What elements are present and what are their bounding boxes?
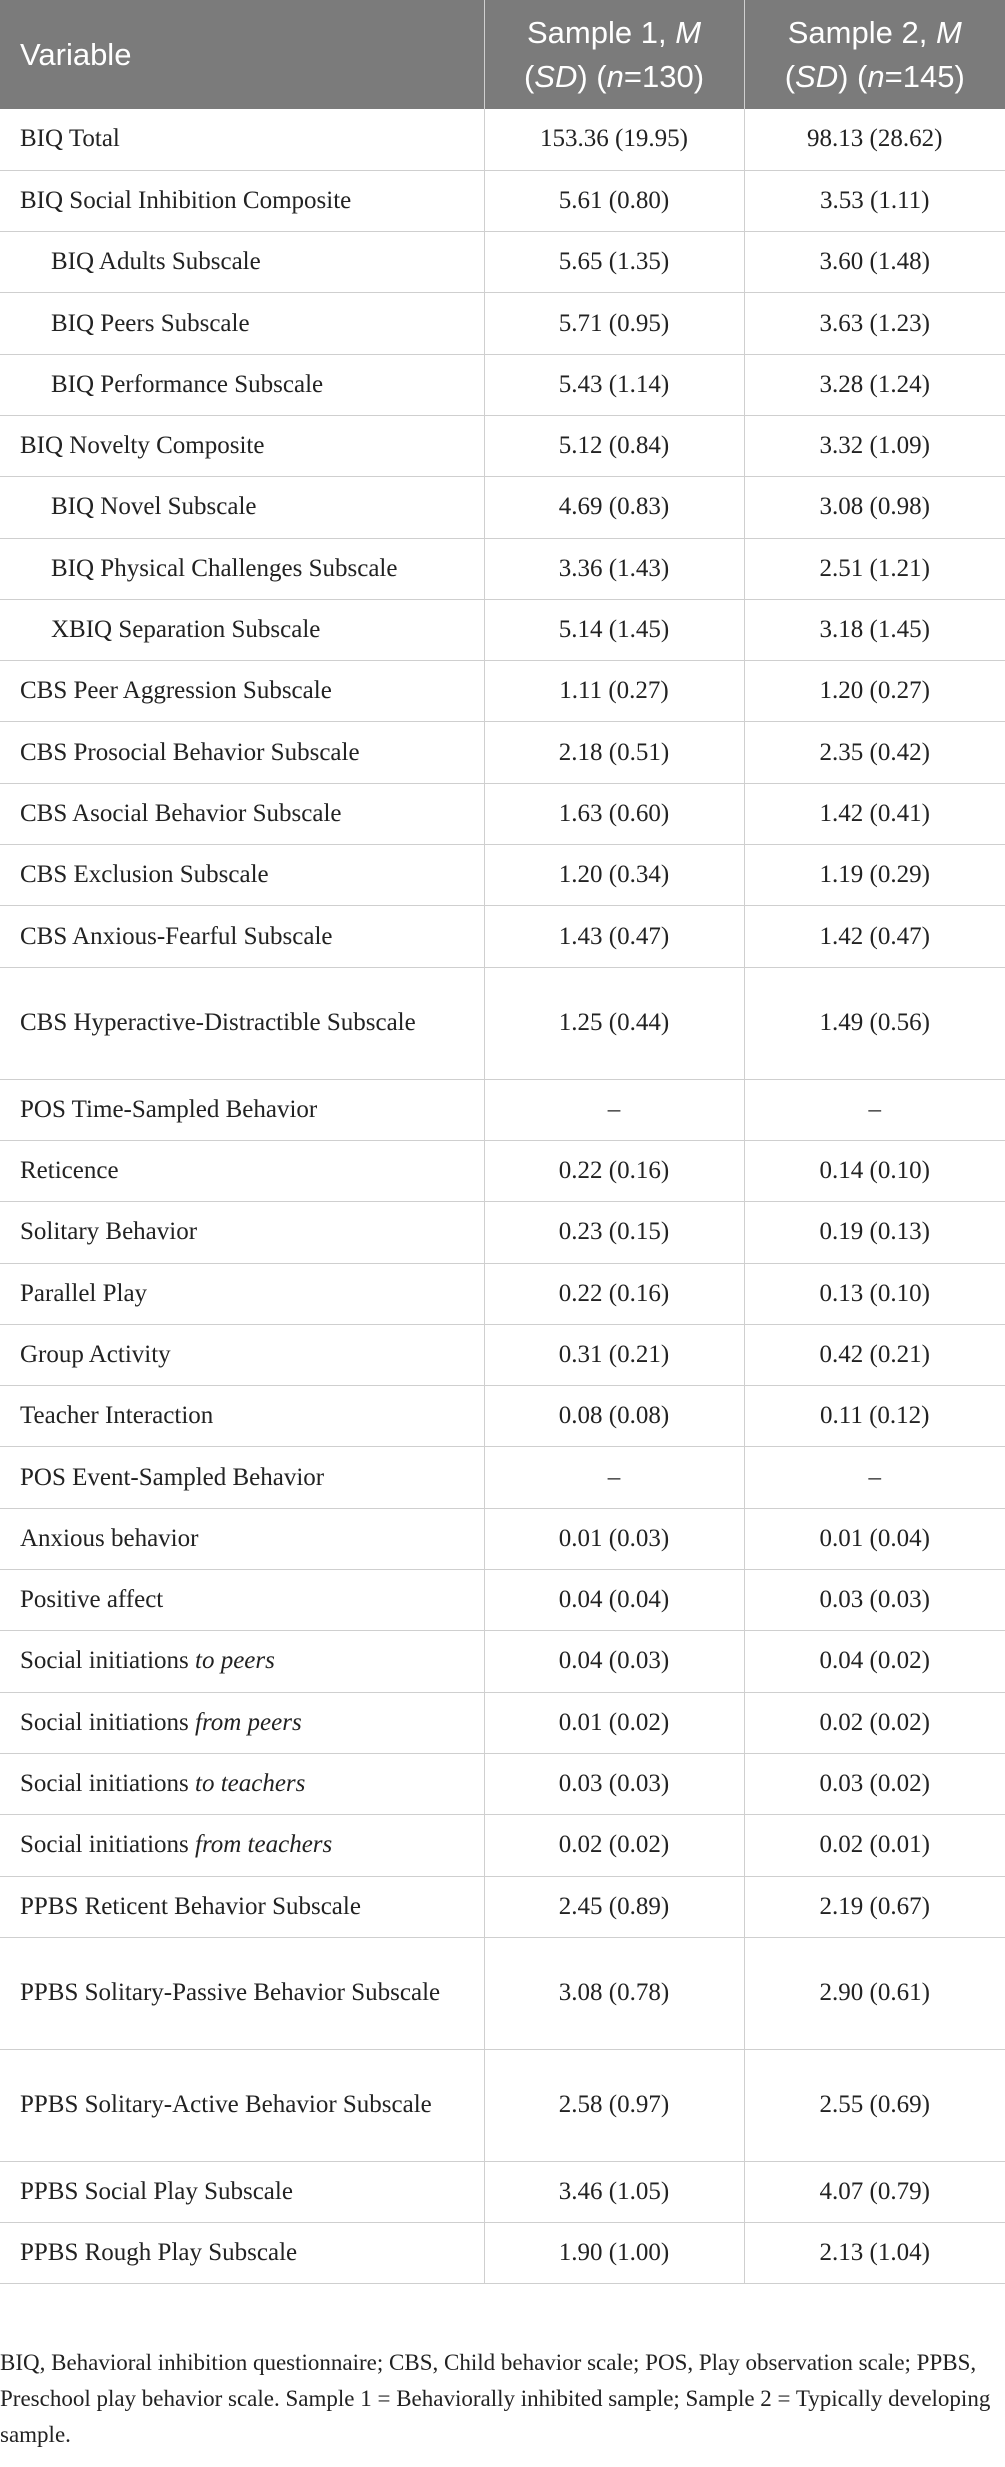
sample-2-value: 98.13 (28.62)	[744, 109, 1005, 170]
table-header-row	[0, 0, 1005, 109]
sample-2-value: 0.13 (0.10)	[744, 1263, 1005, 1324]
row-variable-label	[0, 1753, 484, 1814]
row-label-text: Positive affect	[20, 1586, 164, 1614]
table-row	[0, 783, 1005, 844]
sample-2-value: 3.08 (0.98)	[744, 477, 1005, 538]
sample-2-value: 2.90 (0.61)	[744, 1937, 1005, 2049]
sample-2-value: 2.35 (0.42)	[744, 722, 1005, 783]
sample-1-value: 0.01 (0.03)	[484, 1508, 744, 1569]
table-row	[0, 845, 1005, 906]
table-row	[0, 1570, 1005, 1631]
row-variable-label	[0, 599, 484, 660]
sample-1-value: 0.22 (0.16)	[484, 1140, 744, 1201]
table-row	[0, 354, 1005, 415]
sample-2-value: 0.14 (0.10)	[744, 1140, 1005, 1201]
header-sample-1	[484, 0, 744, 109]
table-row	[0, 2049, 1005, 2161]
row-variable-label	[0, 1263, 484, 1324]
sample-1-value: 0.01 (0.02)	[484, 1692, 744, 1753]
sample-1-value: 0.03 (0.03)	[484, 1753, 744, 1814]
row-variable-label	[0, 845, 484, 906]
row-label-text: Social initiations	[20, 1708, 195, 1736]
header-sample-2	[744, 0, 1005, 109]
sample-2-value: 0.11 (0.12)	[744, 1386, 1005, 1447]
header-sample-1-sd-close: ) (	[577, 58, 607, 94]
sample-1-value: 5.65 (1.35)	[484, 232, 744, 293]
table-row	[0, 1937, 1005, 2049]
row-variable-label	[0, 232, 484, 293]
table-row	[0, 1631, 1005, 1692]
header-sample-2-sd: SD	[795, 58, 839, 94]
row-label-text: PPBS Reticent Behavior Subscale	[20, 1892, 361, 1920]
row-variable-label	[0, 1692, 484, 1753]
row-label-text: POS Event-Sampled Behavior	[20, 1463, 325, 1491]
header-sample-1-text: Sample 1,	[526, 14, 676, 50]
table-footnote: BIQ, Behavioral inhibition questionnaire; CBS, Child behavior scale; POS, Play observation scale; PPBS, Preschool play behavior scale. Sample 1 = Behaviorally inhibited sample; Sample 2 = Typically developing sample.	[0, 2350, 991, 2447]
row-label-text: BIQ Peers Subscale	[51, 309, 250, 337]
header-sample-2-text: Sample 2,	[787, 14, 936, 50]
row-label-emphasis: to peers	[195, 1647, 275, 1675]
table-row	[0, 477, 1005, 538]
row-label-text: Group Activity	[20, 1340, 171, 1368]
row-label-text: BIQ Total	[20, 125, 120, 153]
row-variable-label	[0, 1079, 484, 1140]
row-label-text: BIQ Performance Subscale	[51, 370, 324, 398]
header-variable: Variable	[0, 0, 484, 109]
sample-2-value: –	[744, 1079, 1005, 1140]
table-row	[0, 2223, 1005, 2284]
table-row	[0, 170, 1005, 231]
row-label-text: BIQ Adults Subscale	[51, 248, 261, 276]
sample-2-value: 0.19 (0.13)	[744, 1202, 1005, 1263]
row-label-text: BIQ Novel Subscale	[51, 493, 257, 521]
row-variable-label	[0, 1876, 484, 1937]
table-row	[0, 293, 1005, 354]
sample-1-value: 0.31 (0.21)	[484, 1324, 744, 1385]
sample-1-value: 5.43 (1.14)	[484, 354, 744, 415]
row-label-text: PPBS Social Play Subscale	[20, 2177, 293, 2205]
sample-1-value: 1.43 (0.47)	[484, 906, 744, 967]
row-label-emphasis: from teachers	[195, 1831, 333, 1859]
row-variable-label	[0, 1508, 484, 1569]
row-variable-label	[0, 415, 484, 476]
row-variable-label	[0, 967, 484, 1079]
row-label-text: CBS Hyperactive-Distractible Subscale	[20, 1009, 416, 1037]
row-label-text: PPBS Solitary-Passive Behavior Subscale	[20, 1979, 441, 2007]
sample-2-value: 0.04 (0.02)	[744, 1631, 1005, 1692]
row-variable-label	[0, 2049, 484, 2161]
sample-2-value: 0.02 (0.02)	[744, 1692, 1005, 1753]
sample-2-value: 0.01 (0.04)	[744, 1508, 1005, 1569]
sample-1-value: 0.08 (0.08)	[484, 1386, 744, 1447]
row-variable-label	[0, 1447, 484, 1508]
table-row	[0, 1753, 1005, 1814]
sample-1-value: 2.45 (0.89)	[484, 1876, 744, 1937]
sample-2-value: 3.63 (1.23)	[744, 293, 1005, 354]
table-row	[0, 1447, 1005, 1508]
table-row	[0, 538, 1005, 599]
header-sample-2-n-value: =145)	[884, 58, 965, 94]
table-row	[0, 1692, 1005, 1753]
row-label-text: Solitary Behavior	[20, 1218, 198, 1246]
row-variable-label	[0, 1570, 484, 1631]
sample-1-value: 5.14 (1.45)	[484, 599, 744, 660]
row-variable-label	[0, 1324, 484, 1385]
table-row	[0, 722, 1005, 783]
sample-1-value: 1.20 (0.34)	[484, 845, 744, 906]
sample-2-value: 3.60 (1.48)	[744, 232, 1005, 293]
row-label-text: BIQ Physical Challenges Subscale	[51, 554, 398, 582]
row-label-text: Social initiations	[20, 1770, 195, 1798]
sample-1-value: 3.46 (1.05)	[484, 2161, 744, 2222]
row-variable-label	[0, 354, 484, 415]
sample-1-value: 0.04 (0.03)	[484, 1631, 744, 1692]
table-row	[0, 1386, 1005, 1447]
row-variable-label	[0, 1631, 484, 1692]
table-row	[0, 1202, 1005, 1263]
sample-2-value: 0.03 (0.03)	[744, 1570, 1005, 1631]
sample-1-value: 1.90 (1.00)	[484, 2223, 744, 2284]
sample-2-value: 1.42 (0.41)	[744, 783, 1005, 844]
table-row	[0, 1508, 1005, 1569]
header-sample-2-sd-close: ) (	[838, 58, 868, 94]
row-variable-label	[0, 906, 484, 967]
sample-1-value: –	[484, 1447, 744, 1508]
sample-2-value: 4.07 (0.79)	[744, 2161, 1005, 2222]
row-label-text: CBS Anxious-Fearful Subscale	[20, 922, 333, 950]
row-label-text: BIQ Social Inhibition Composite	[20, 186, 352, 214]
sample-2-value: 1.42 (0.47)	[744, 906, 1005, 967]
table-row	[0, 1263, 1005, 1324]
table-body	[0, 109, 1005, 2284]
row-variable-label	[0, 109, 484, 170]
sample-1-value: 1.63 (0.60)	[484, 783, 744, 844]
row-label-text: POS Time-Sampled Behavior	[20, 1095, 318, 1123]
table-row	[0, 599, 1005, 660]
sample-2-value: 3.18 (1.45)	[744, 599, 1005, 660]
sample-2-value: –	[744, 1447, 1005, 1508]
sample-1-value: 1.11 (0.27)	[484, 661, 744, 722]
sample-1-value: 0.02 (0.02)	[484, 1815, 744, 1876]
table-row	[0, 967, 1005, 1079]
header-sample-1-n: n	[606, 58, 624, 94]
sample-1-value: 3.36 (1.43)	[484, 538, 744, 599]
sample-1-value: 0.04 (0.04)	[484, 1570, 744, 1631]
row-label-text: PPBS Solitary-Active Behavior Subscale	[20, 2091, 432, 2119]
row-variable-label	[0, 170, 484, 231]
sample-1-value: 1.25 (0.44)	[484, 967, 744, 1079]
table-row	[0, 109, 1005, 170]
table-row	[0, 2161, 1005, 2222]
sample-2-value: 2.13 (1.04)	[744, 2223, 1005, 2284]
sample-1-value: –	[484, 1079, 744, 1140]
header-sample-2-sd-open: (	[784, 58, 796, 94]
sample-1-value: 0.22 (0.16)	[484, 1263, 744, 1324]
sample-2-value: 1.20 (0.27)	[744, 661, 1005, 722]
row-variable-label	[0, 1202, 484, 1263]
row-variable-label	[0, 661, 484, 722]
table-row	[0, 661, 1005, 722]
sample-2-value: 1.19 (0.29)	[744, 845, 1005, 906]
sample-1-value: 5.71 (0.95)	[484, 293, 744, 354]
row-variable-label	[0, 722, 484, 783]
sample-2-value: 0.42 (0.21)	[744, 1324, 1005, 1385]
row-label-text: CBS Exclusion Subscale	[20, 861, 269, 889]
sample-2-value: 0.02 (0.01)	[744, 1815, 1005, 1876]
row-variable-label	[0, 783, 484, 844]
row-variable-label	[0, 1815, 484, 1876]
row-variable-label	[0, 293, 484, 354]
table-row	[0, 906, 1005, 967]
row-label-text: Parallel Play	[20, 1279, 148, 1307]
row-label-text: Social initiations	[20, 1647, 195, 1675]
row-variable-label	[0, 477, 484, 538]
header-sample-1-sd: SD	[534, 58, 578, 94]
table-row	[0, 1324, 1005, 1385]
row-label-emphasis: to teachers	[195, 1770, 306, 1798]
header-sample-1-sd-open: (	[523, 58, 535, 94]
sample-2-value: 3.53 (1.11)	[744, 170, 1005, 231]
row-label-emphasis: from peers	[195, 1708, 302, 1736]
sample-2-value: 3.32 (1.09)	[744, 415, 1005, 476]
sample-2-value: 2.19 (0.67)	[744, 1876, 1005, 1937]
sample-1-value: 153.36 (19.95)	[484, 109, 744, 170]
sample-2-value: 3.28 (1.24)	[744, 354, 1005, 415]
sample-2-value: 1.49 (0.56)	[744, 967, 1005, 1079]
row-variable-label	[0, 2161, 484, 2222]
sample-1-value: 5.12 (0.84)	[484, 415, 744, 476]
sample-1-value: 2.18 (0.51)	[484, 722, 744, 783]
row-label-text: CBS Asocial Behavior Subscale	[20, 799, 342, 827]
row-variable-label	[0, 1386, 484, 1447]
row-variable-label	[0, 1937, 484, 2049]
row-label-text: XBIQ Separation Subscale	[51, 616, 321, 644]
row-label-text: Reticence	[20, 1157, 119, 1185]
row-label-text: PPBS Rough Play Subscale	[20, 2239, 298, 2267]
header-sample-2-n: n	[867, 58, 885, 94]
row-variable-label	[0, 1140, 484, 1201]
sample-1-value: 3.08 (0.78)	[484, 1937, 744, 2049]
sample-1-value: 0.23 (0.15)	[484, 1202, 744, 1263]
sample-1-value: 2.58 (0.97)	[484, 2049, 744, 2161]
sample-1-value: 5.61 (0.80)	[484, 170, 744, 231]
table-row	[0, 1140, 1005, 1201]
header-sample-1-m: M	[675, 14, 702, 50]
sample-1-value: 4.69 (0.83)	[484, 477, 744, 538]
sample-2-value: 0.03 (0.02)	[744, 1753, 1005, 1814]
table-row	[0, 1876, 1005, 1937]
row-label-text: BIQ Novelty Composite	[20, 432, 265, 460]
row-label-text: Anxious behavior	[20, 1524, 199, 1552]
header-sample-2-m: M	[935, 14, 962, 50]
row-label-text: CBS Peer Aggression Subscale	[20, 677, 332, 705]
row-variable-label	[0, 538, 484, 599]
table-row	[0, 232, 1005, 293]
row-label-text: Social initiations	[20, 1831, 195, 1859]
table-row	[0, 1079, 1005, 1140]
row-variable-label	[0, 2223, 484, 2284]
sample-2-value: 2.55 (0.69)	[744, 2049, 1005, 2161]
row-label-text: Teacher Interaction	[20, 1402, 214, 1430]
header-sample-1-n-value: =130)	[623, 58, 705, 94]
row-label-text: CBS Prosocial Behavior Subscale	[20, 738, 360, 766]
table-row	[0, 415, 1005, 476]
sample-2-value: 2.51 (1.21)	[744, 538, 1005, 599]
table-row	[0, 1815, 1005, 1876]
